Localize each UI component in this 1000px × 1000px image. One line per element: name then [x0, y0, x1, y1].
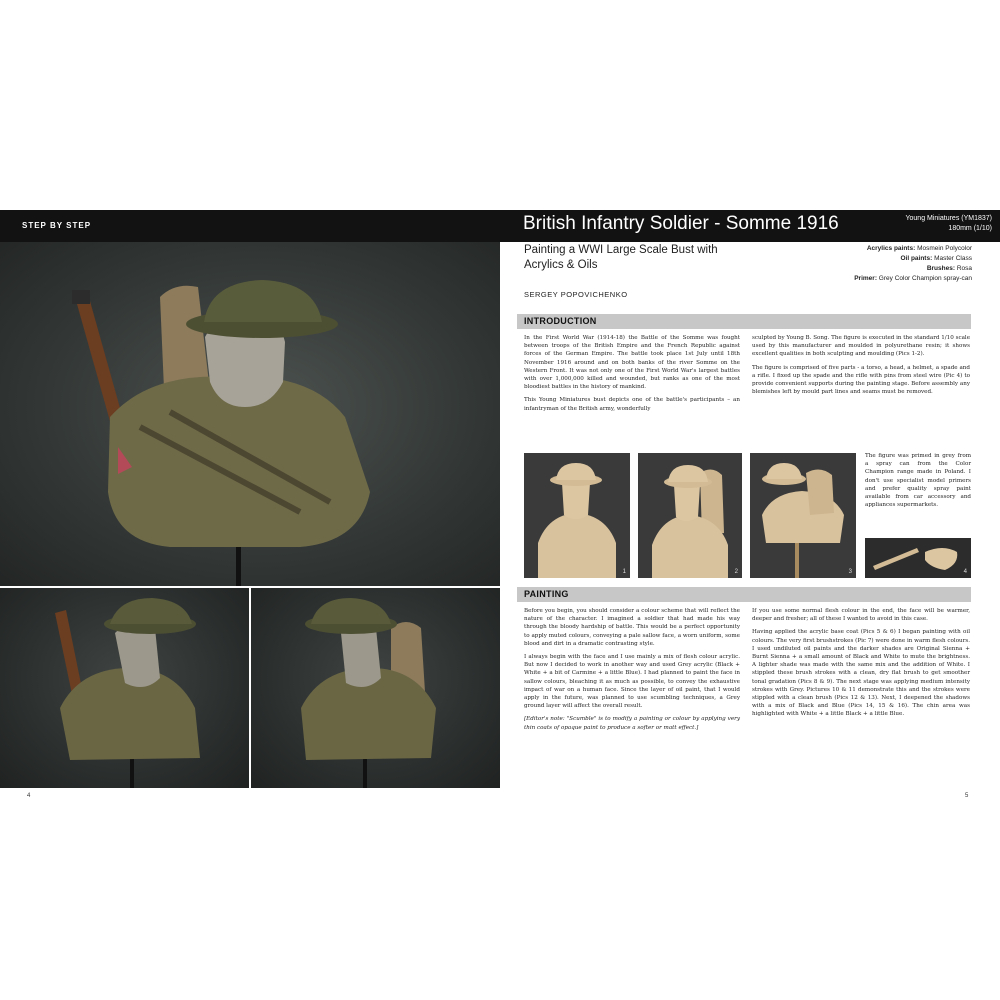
paragraph: Before you begin, you should consider a colour scheme that will reflect the nature of the character. I imagined a soldier that had made his way through the bloody hardship of battle. This would be a perfect opportunity to apply muted colours, conveying a pale sallow face, a worn uniform, some blood and dirt in a dramatic contrasting style. — [524, 608, 740, 647]
introduction-heading-band — [517, 314, 971, 329]
paragraph: In the First World War (1914-18) the Battle of the Somme was fought between troops of the British Empire and the French Republic against forces of the German Empire. The battle took place 1st July until 18th November 1916 around and on both banks of the river Somme on the Western Front. It was not only one of the First World War's largest battles with over 1,000,000 killed and wounded, but ranks as one of the most bloodiest battles in the history of mankind. — [524, 335, 740, 391]
materials-row: Brushes: Rosa — [926, 265, 972, 272]
resin-bust-angle-illustration — [638, 453, 742, 578]
editors-note: [Editor's note: "Scumble" is to modify a painting or colour by applying very thin coats of opaque paint to produce a softer or matt effect.] — [524, 716, 740, 731]
materials-row: Primer: Grey Color Champion spray-can — [854, 275, 972, 282]
article-author: SERGEY POPOVICHENKO — [524, 290, 628, 299]
main-bust-photo — [0, 242, 500, 586]
introduction-heading: INTRODUCTION — [524, 316, 597, 326]
header-bar — [0, 210, 1000, 242]
paragraph: The figure is comprised of five parts - a torso, a head, a helmet, a spade and a rifle. I fixed up the spade and the rifle with pins from steel wire (Pic 4) to provide convenient supports during the painting stage. Before assembly any blemishes left by mould part lines and seams must be removed. — [752, 364, 970, 396]
bust-right-illustration — [251, 588, 500, 788]
intro-column-right — [752, 334, 970, 401]
page-number-right: 5 — [965, 793, 969, 799]
step-photo-number: 4 — [963, 569, 967, 575]
painting-column-left — [524, 607, 740, 737]
step-photo-number: 1 — [622, 569, 626, 575]
magazine-spread — [0, 210, 1000, 800]
resin-bust-back-illustration — [750, 453, 856, 578]
spade-and-rifle-parts-illustration — [865, 538, 971, 578]
step-photo-1 — [524, 453, 630, 578]
step-photo-4 — [865, 538, 971, 578]
step-photo-number: 3 — [848, 569, 852, 575]
kit-scale: 180mm (1/10) — [948, 225, 992, 232]
painting-heading-band — [517, 587, 971, 602]
paragraph: If you use some normal flesh colour in the end, the face will be warmer, deeper and fresher; all of these I wanted to avoid in this case. — [752, 608, 970, 623]
paragraph: Having applied the acrylic base coat (Pics 5 & 6) I began painting with oil colours. The very first brushstrokes (Pic 7) were done in warm flesh colours. I used undiluted oil paints and the darker shades are Original Sienna + Burnt Sienna + a small amount of Black and White to mute the brightness. A lighter shade was made with the same mix and the addition of White. I stippled these brush strokes with a clean, dry flat brush to get smoother tonal gradation (Pics 8 & 9). The next stage was applying medium intensity strokes with Grey. Pictures 10 & 11 demonstrate this and the strokes were stippled with a clean brush (Pics 12 & 13). Next, I deepened the shadows with a mix of Black and Blue (Pics 14, 15 & 16). The chin area was highlighted with White + a little Black + a little Blue. — [752, 629, 970, 718]
intro-column-left — [524, 334, 740, 418]
bust-left-illustration — [0, 588, 249, 788]
article-subtitle: Painting a WWI Large Scale Bust with Acrylics & Oils — [524, 244, 718, 271]
step-photo-3 — [750, 453, 856, 578]
kit-info — [905, 214, 992, 234]
painting-heading: PAINTING — [524, 589, 569, 599]
article-title: British Infantry Soldier - Somme 1916 — [523, 213, 839, 234]
bust-left-profile-photo — [0, 588, 249, 788]
page-number-left: 4 — [27, 793, 31, 799]
materials-row: Acrylics paints: Mosmein Polycolor — [866, 245, 972, 252]
resin-bust-front-illustration — [524, 453, 630, 578]
paragraph: I always begin with the face and I use mainly a mix of flesh colour acrylic. But now I decided to work in another way and used Grey acrylic (Black + White + a bit of Carmine + a little Blue). I had planned to paint the face in sallow colours, bleaching it as much as possible, to convey the exhaustive impact of war on a human face. Since the layer of oil paint, that I would apply in the future, was planned to use scumbling techniques, a Grey ground layer will affect the overall result. — [524, 654, 740, 710]
section-label: STEP BY STEP — [22, 221, 92, 230]
primer-column — [865, 452, 971, 514]
materials-list — [854, 244, 972, 284]
paragraph: This Young Miniatures bust depicts one of the battle's participants – an infantryman of the British army, wonderfully — [524, 397, 740, 412]
materials-row: Oil paints: Master Class — [900, 255, 972, 262]
kit-maker: Young Miniatures (YM1837) — [905, 215, 992, 222]
step-photo-number: 2 — [734, 569, 738, 575]
bust-front-illustration — [0, 242, 500, 586]
painting-column-right — [752, 607, 970, 724]
step-photo-2 — [638, 453, 742, 578]
paragraph: sculpted by Young B. Song. The figure is executed in the standard 1/10 scale used by this manufacturer and moulded in polyurethane resin; it shows excellent qualities in both sculpting and moulding (Pics 1-2). — [752, 335, 971, 358]
bust-right-profile-photo — [251, 588, 500, 788]
paragraph: The figure was primed in grey from a spray can from the Color Champion range made in Poland. I don't use specialist model primers and prefer quality spray paint available from car accessory and appliances supermarkets. — [865, 453, 971, 509]
